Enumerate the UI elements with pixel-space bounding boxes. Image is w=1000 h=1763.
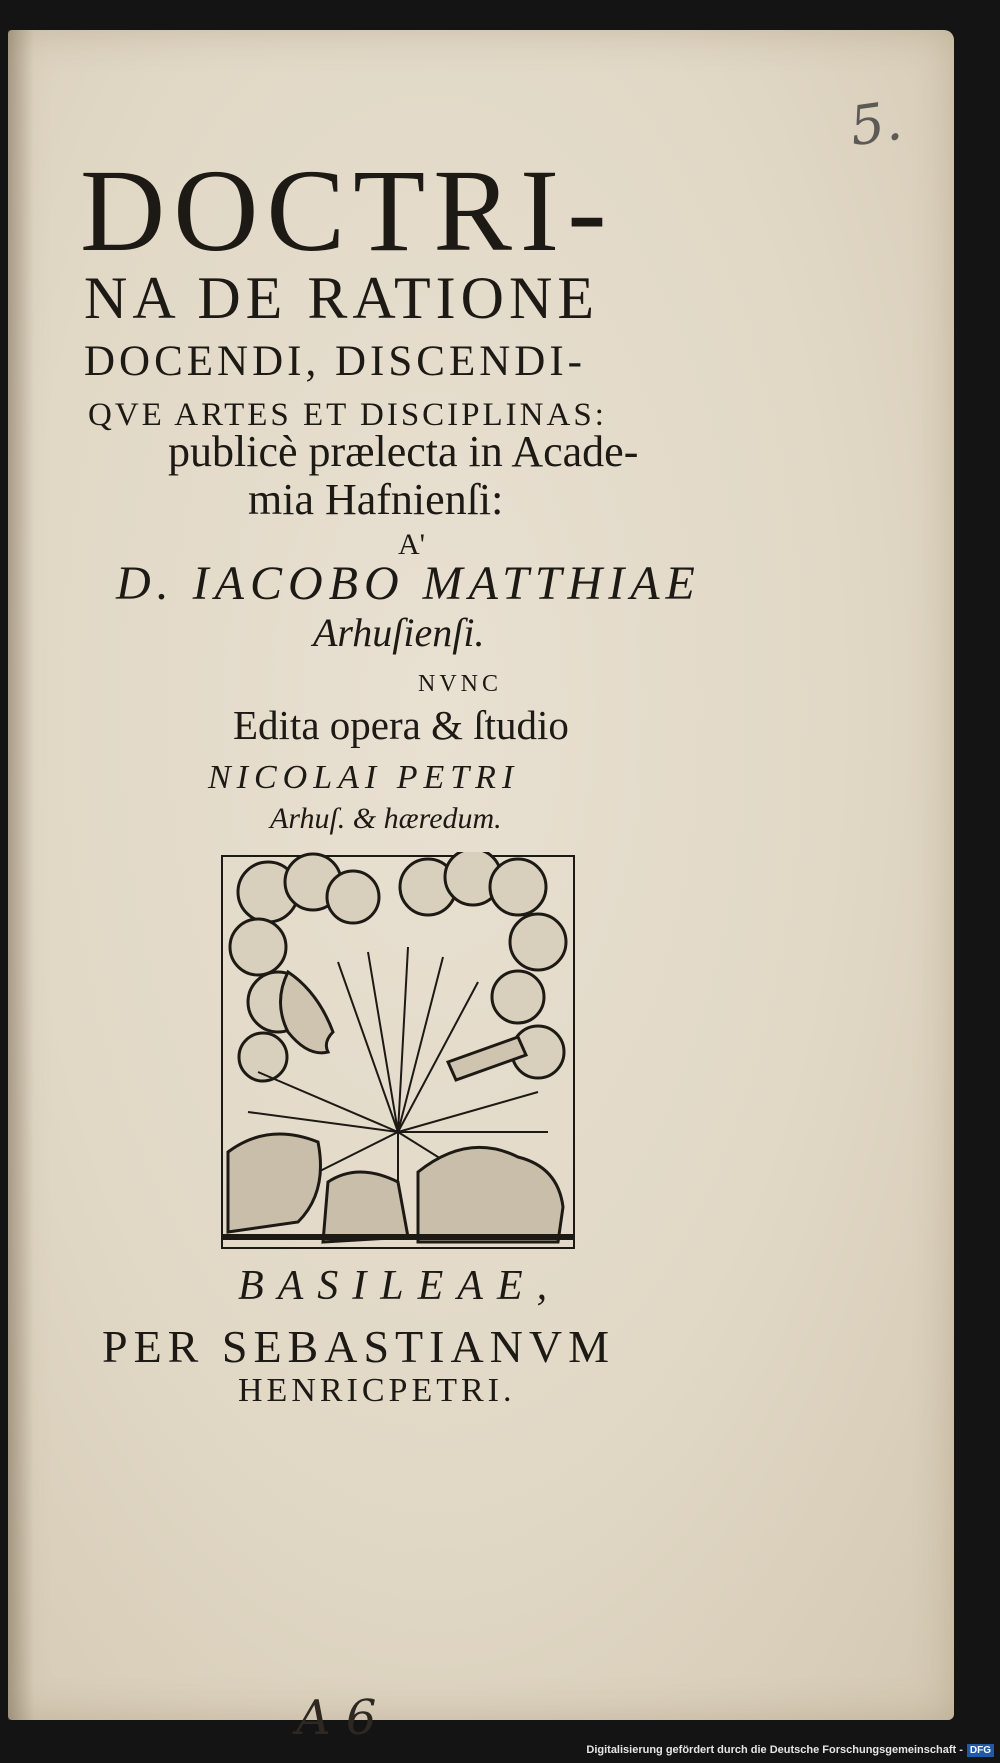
title-page	[8, 30, 954, 1746]
author-origin: Arhuſienſi.	[313, 610, 485, 655]
digitization-credit: Digitalisierung gefördert durch die Deutsche Forschungsgemeinschaft -	[586, 1744, 963, 1756]
imprint-printer: HENRICPETRI.	[238, 1372, 516, 1409]
title-line-5: publicè prælecta in Acade-	[168, 427, 639, 476]
author-name: D. IACOBO MATTHIAE	[116, 557, 701, 610]
page-fold-shadow	[8, 30, 34, 1720]
digitization-credit-bar	[580, 1737, 1000, 1763]
title-line-6: mia Hafnienſi:	[248, 475, 504, 524]
signature-mark: A 6	[296, 1690, 377, 1746]
imprint-by: PER SEBASTIANVM	[102, 1321, 616, 1372]
imprint-place: BASILEAE,	[238, 1263, 562, 1309]
edited-line: Edita opera & ſtudio	[233, 702, 569, 748]
wind-face	[281, 972, 334, 1053]
by-preposition: A'	[398, 528, 426, 561]
printer-device-woodcut	[218, 852, 578, 1252]
now-label: NVNC	[418, 671, 503, 697]
title-line-3: DOCENDI, DISCENDI-	[84, 338, 586, 385]
hammer-arm	[448, 1037, 526, 1080]
title-line-1: DOCTRI-	[80, 145, 615, 276]
title-line-2: NA DE RATIONE	[84, 265, 599, 331]
dfg-logo: DFG	[967, 1744, 994, 1757]
shelfmark-annotation: 5.	[846, 88, 907, 159]
editor-origin: Arhuſ. & hæredum.	[270, 802, 502, 835]
title-line-4: QVE ARTES ET DISCIPLINAS:	[88, 397, 607, 433]
editor-name: NICOLAI PETRI	[208, 759, 520, 796]
